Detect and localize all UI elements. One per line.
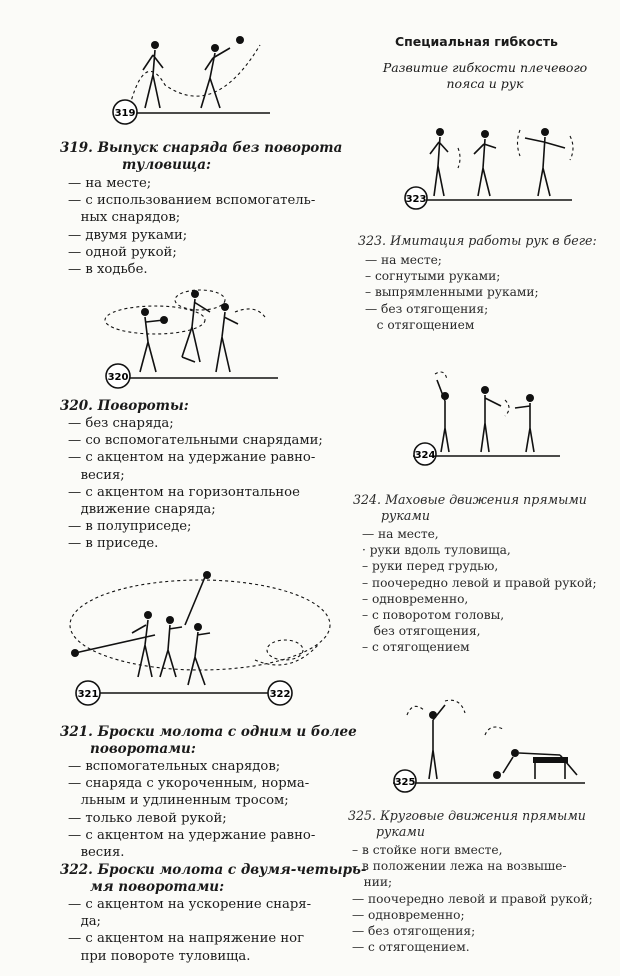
figure-324-label: 324 (414, 450, 436, 461)
exercise-319-title-line1: Выпуск снаряда без поворота (97, 140, 343, 156)
list-item: — на месте; (68, 176, 152, 191)
list-item: — в ходьбе. (68, 262, 148, 278)
figure-320-illustration (100, 282, 285, 392)
list-item: – выпрямленными руками; (365, 285, 539, 300)
list-item: – одновременно, (362, 591, 469, 606)
list-item: нии; (352, 875, 393, 890)
exercise-325-title (348, 808, 586, 840)
list-item: — только левой рукой; (68, 810, 227, 826)
exercise-322-title-line1: Броски молота с двумя-четырь- (97, 862, 367, 878)
list-item: при повороте туловища. (68, 948, 251, 964)
exercise-320-title-line1: Повороты: (97, 398, 189, 414)
exercise-323-number: 323. (358, 233, 387, 248)
list-item: — с акцентом на удержание равно- (68, 827, 316, 843)
figure-319-label: 319 (114, 108, 136, 119)
list-item: — вспомогательных снарядов; (68, 759, 281, 774)
exercise-321-number: 321. (60, 724, 93, 740)
exercise-320-title (60, 398, 189, 415)
exercise-320-number: 320. (60, 398, 93, 414)
list-item: — на месте; (365, 253, 442, 267)
exercise-324-list (362, 526, 597, 656)
section-heading: Специальная гибкость (395, 34, 558, 49)
list-item: — с акцентом на ускорение снаря- (68, 897, 312, 912)
figure-320-label: 320 (107, 372, 129, 383)
list-item: — с акцентом на напряжение ног (68, 931, 305, 947)
list-item: весия. (68, 845, 125, 861)
figure-321-label: 321 (77, 689, 99, 700)
list-item: – с отягощением (362, 640, 470, 655)
exercise-319-title-line2: туловища: (122, 157, 211, 173)
list-item: без отягощения, (362, 624, 481, 639)
exercise-325-number: 325. (348, 808, 377, 823)
exercise-323-list (365, 252, 539, 333)
exercise-324-title (353, 492, 587, 524)
figure-325-label: 325 (394, 777, 416, 788)
list-item: — с использованием вспомогатель- (68, 193, 316, 209)
exercise-322-title (60, 862, 367, 896)
list-item: движение снаряда; (68, 502, 216, 518)
section-subheading-line1: Развитие гибкости плечевого (382, 60, 588, 75)
list-item: льным и удлиненным тросом; (68, 793, 289, 809)
figure-319-illustration (105, 30, 275, 125)
list-item: — в приседе. (68, 536, 159, 552)
list-item: — без отягощения; (365, 301, 489, 316)
section-subheading-line2: пояса и рук (446, 76, 524, 91)
list-item: — со вспомогательными снарядами; (68, 433, 323, 449)
exercise-321-title-line2: поворотами: (90, 741, 196, 757)
exercise-324-title-line2: руками (381, 508, 430, 523)
list-item: — поочередно левой и правой рукой; (352, 891, 593, 906)
list-item: — с акцентом на горизонтальное (68, 484, 300, 500)
list-item: — с отягощением. (352, 940, 470, 955)
list-item: — без отягощения; (352, 924, 476, 939)
exercise-320-list (68, 415, 323, 553)
figure-324-illustration (405, 368, 565, 468)
figure-323-label: 323 (405, 194, 427, 205)
exercise-319-number: 319. (60, 140, 93, 156)
exercise-325-title-line1: Круговые движения прямыми (380, 808, 586, 823)
list-item: — одновременно; (352, 907, 465, 922)
list-item: — двумя руками; (68, 227, 188, 243)
list-item: да; (68, 914, 102, 930)
list-item: · руки вдоль туловища, (362, 543, 511, 558)
exercise-322-list (68, 896, 311, 965)
exercise-323-title (358, 233, 597, 249)
exercise-321-title (60, 724, 357, 758)
list-item: — без снаряда; (68, 416, 174, 431)
section-subheading (360, 60, 610, 92)
list-item: — одной рукой; (68, 244, 177, 260)
list-item: – в стойке ноги вместе, (352, 843, 503, 857)
figure-323-illustration (400, 118, 585, 210)
exercise-323-title-line1: Имитация работы рук в беге: (390, 233, 597, 248)
exercise-321-title-line1: Броски молота с одним и более (97, 724, 357, 740)
list-item: весия; (68, 467, 125, 483)
list-item: — снаряда с укороченным, норма- (68, 776, 310, 792)
figure-325-illustration (385, 695, 590, 795)
list-item: ных снарядов; (68, 210, 181, 226)
list-item: – руки перед грудью, (362, 559, 499, 574)
list-item: — в полуприседе; (68, 519, 192, 535)
exercise-319-title (60, 140, 342, 174)
exercise-324-number: 324. (353, 492, 382, 507)
list-item: – поочередно левой и правой рукой; (362, 575, 597, 590)
list-item: – в положении лежа на возвыше- (352, 859, 567, 874)
list-item: — на месте, (362, 527, 439, 541)
list-item: с отягощением (365, 317, 475, 332)
exercise-324-title-line1: Маховые движения прямыми (385, 492, 587, 507)
exercise-322-number: 322. (60, 862, 93, 878)
exercise-321-list (68, 758, 315, 861)
figure-322-label: 322 (269, 689, 291, 700)
exercise-322-title-line2: мя поворотами: (90, 879, 225, 895)
list-item: — с акцентом на удержание равно- (68, 450, 316, 466)
exercise-325-title-line2: руками (376, 824, 425, 839)
figure-321-322-illustration (60, 565, 335, 710)
list-item: – с поворотом головы, (362, 608, 505, 623)
list-item: – согнутыми руками; (365, 269, 501, 284)
exercise-319-list (68, 175, 315, 278)
exercise-325-list (352, 842, 593, 955)
